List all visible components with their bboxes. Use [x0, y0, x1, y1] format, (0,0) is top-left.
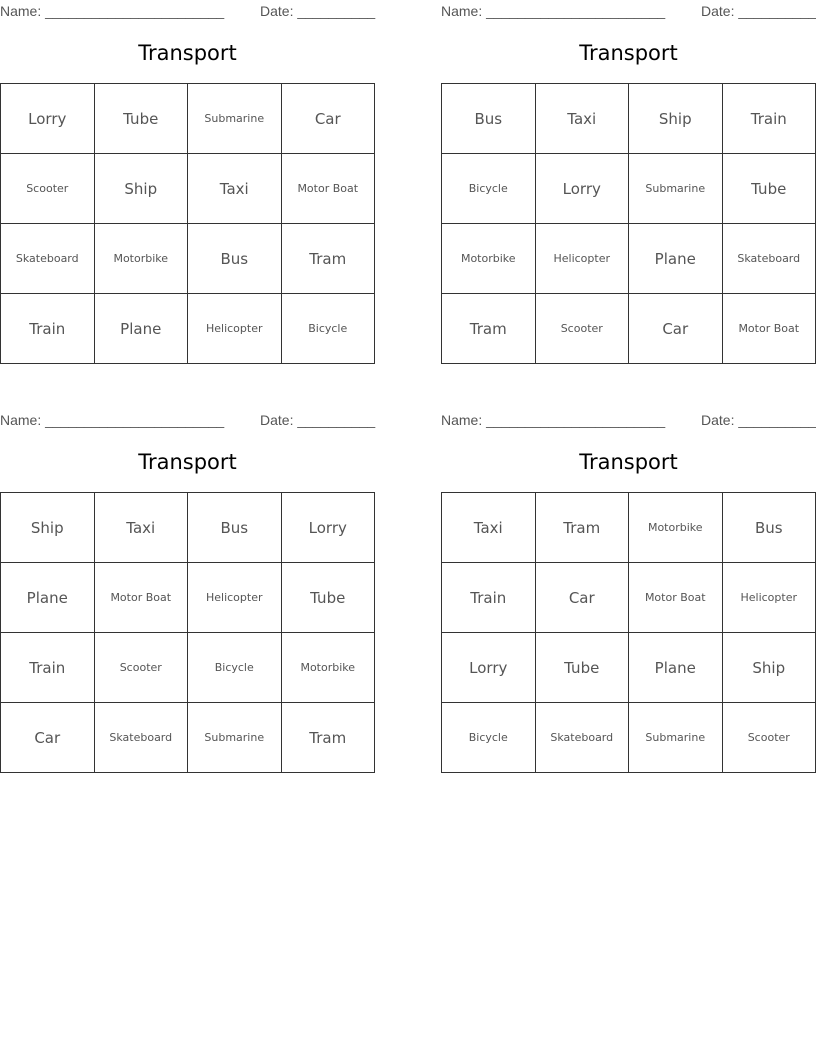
grid-cell: Taxi: [535, 84, 629, 154]
grid-row: [1, 493, 375, 563]
grid-cell: Tube: [722, 154, 816, 224]
grid-cell: Helicopter: [535, 224, 629, 294]
grid-cell: Motorbike: [629, 493, 723, 563]
grid-cell: Car: [1, 703, 95, 773]
grid-cell: Train: [1, 294, 95, 364]
grid-row: [442, 154, 816, 224]
grid-cell: Tram: [281, 224, 375, 294]
grid-cell: Motorbike: [281, 633, 375, 703]
grid-cell: Helicopter: [188, 563, 282, 633]
grid-cell: Taxi: [188, 154, 282, 224]
grid-cell: Motorbike: [94, 224, 188, 294]
grid-cell: Skateboard: [722, 224, 816, 294]
grid-cell: Ship: [1, 493, 95, 563]
grid-cell: Scooter: [1, 154, 95, 224]
grid-row: [1, 154, 375, 224]
grid-cell: Skateboard: [1, 224, 95, 294]
grid-cell: Submarine: [629, 703, 723, 773]
grid-row: [1, 633, 375, 703]
grid-row: [442, 294, 816, 364]
grid-row: [1, 703, 375, 773]
grid-cell: Bus: [188, 493, 282, 563]
grid-cell: Motor Boat: [629, 563, 723, 633]
grid-row: [442, 703, 816, 773]
date-field: Date: __________: [701, 412, 816, 428]
bingo-card: [441, 409, 816, 744]
grid-cell: Car: [535, 563, 629, 633]
grid-cell: Tube: [535, 633, 629, 703]
grid-cell: Scooter: [94, 633, 188, 703]
grid-cell: Train: [1, 633, 95, 703]
grid-cell: Train: [442, 563, 536, 633]
date-field: Date: __________: [260, 412, 376, 428]
header-line: [0, 0, 375, 22]
grid-row: [442, 84, 816, 154]
grid-cell: Scooter: [535, 294, 629, 364]
grid-row: [1, 224, 375, 294]
grid-cell: Submarine: [188, 703, 282, 773]
grid-cell: Helicopter: [722, 563, 816, 633]
grid-cell: Car: [629, 294, 723, 364]
grid-row: [442, 224, 816, 294]
grid-row: [442, 563, 816, 633]
grid-cell: Bicycle: [281, 294, 375, 364]
grid-cell: Ship: [629, 84, 723, 154]
grid-cell: Tube: [94, 84, 188, 154]
grid-cell: Tram: [281, 703, 375, 773]
grid-cell: Lorry: [281, 493, 375, 563]
grid-cell: Helicopter: [188, 294, 282, 364]
grid-cell: Bus: [442, 84, 536, 154]
grid-cell: Train: [722, 84, 816, 154]
grid-cell: Bus: [188, 224, 282, 294]
grid-cell: Car: [281, 84, 375, 154]
grid-row: [1, 84, 375, 154]
grid-cell: Scooter: [722, 703, 816, 773]
grid-cell: Plane: [629, 633, 723, 703]
name-field: Name: _______________________: [0, 3, 225, 19]
card-title: Transport: [138, 450, 237, 474]
grid-cell: Plane: [1, 563, 95, 633]
date-field: Date: __________: [260, 3, 376, 19]
grid-row: [1, 294, 375, 364]
grid-cell: Submarine: [188, 84, 282, 154]
date-field: Date: __________: [701, 3, 816, 19]
grid-cell: Bicycle: [442, 154, 536, 224]
bingo-grid: [0, 83, 375, 364]
grid-cell: Bus: [722, 493, 816, 563]
grid-cell: Motor Boat: [722, 294, 816, 364]
grid-cell: Taxi: [442, 493, 536, 563]
grid-cell: Tram: [535, 493, 629, 563]
grid-cell: Lorry: [442, 633, 536, 703]
card-title: Transport: [579, 41, 678, 65]
header-line: [0, 409, 375, 431]
bingo-card: [441, 0, 816, 338]
grid-cell: Submarine: [629, 154, 723, 224]
grid-cell: Plane: [629, 224, 723, 294]
grid-cell: Skateboard: [535, 703, 629, 773]
grid-cell: Plane: [94, 294, 188, 364]
grid-cell: Bicycle: [442, 703, 536, 773]
grid-row: [1, 563, 375, 633]
grid-cell: Ship: [722, 633, 816, 703]
grid-cell: Lorry: [535, 154, 629, 224]
grid-cell: Skateboard: [94, 703, 188, 773]
card-title: Transport: [579, 450, 678, 474]
name-field: Name: _______________________: [441, 3, 666, 19]
grid-cell: Bicycle: [188, 633, 282, 703]
grid-row: [442, 493, 816, 563]
header-line: [441, 409, 816, 431]
name-field: Name: _______________________: [441, 412, 666, 428]
bingo-card: [0, 0, 376, 338]
bingo-grid: [0, 492, 375, 773]
bingo-grid: [441, 492, 816, 773]
grid-cell: Motor Boat: [281, 154, 375, 224]
grid-cell: Taxi: [94, 493, 188, 563]
grid-cell: Ship: [94, 154, 188, 224]
grid-cell: Tram: [442, 294, 536, 364]
card-title: Transport: [138, 41, 237, 65]
name-field: Name: _______________________: [0, 412, 225, 428]
grid-cell: Lorry: [1, 84, 95, 154]
header-line: [441, 0, 816, 22]
bingo-card: [0, 409, 376, 747]
bingo-grid: [441, 83, 816, 364]
grid-row: [442, 633, 816, 703]
grid-cell: Motor Boat: [94, 563, 188, 633]
grid-cell: Motorbike: [442, 224, 536, 294]
grid-cell: Tube: [281, 563, 375, 633]
